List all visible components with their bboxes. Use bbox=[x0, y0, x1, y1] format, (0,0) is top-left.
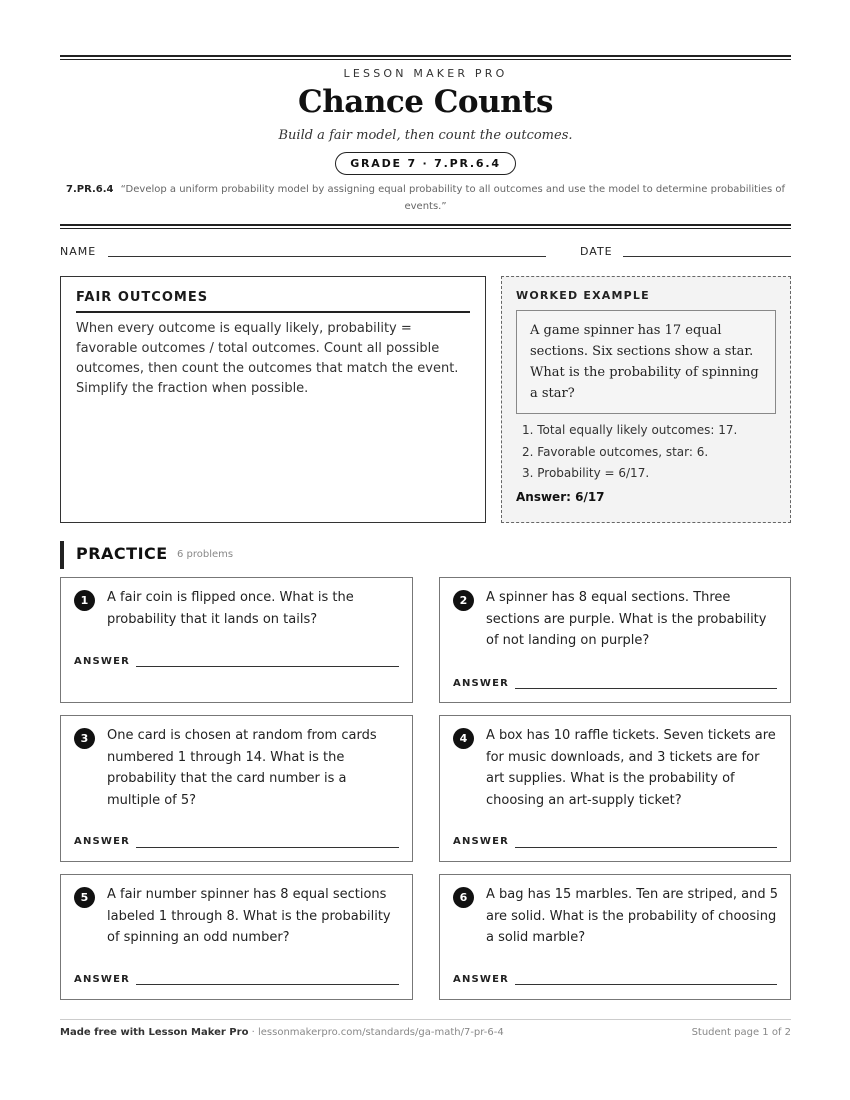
answer-line[interactable] bbox=[515, 847, 777, 848]
worked-example-title: WORKED EXAMPLE bbox=[516, 289, 650, 302]
practice-accent-bar bbox=[60, 541, 64, 569]
footer-separator: · bbox=[248, 1027, 258, 1038]
answer-label: ANSWER bbox=[74, 974, 131, 985]
problem-text: A box has 10 raffle tickets. Seven tickets are for music downloads, and 3 tickets are for art supplies. What is the probability of choosing an art-supply ticket? bbox=[486, 728, 776, 808]
answer-label: ANSWER bbox=[453, 836, 510, 847]
worked-step: 2. Favorable outcomes, star: 6. bbox=[522, 444, 709, 459]
worked-example-steps bbox=[516, 420, 776, 485]
standard-statement bbox=[60, 181, 791, 215]
problem-text: One card is chosen at random from cards numbered 1 through 14. What is the probability that the card number is a multiple of 5? bbox=[107, 728, 377, 808]
standard-code: 7.PR.6.4 bbox=[65, 184, 114, 195]
problem-number-badge: 1 bbox=[74, 590, 95, 611]
standard-text: “Develop a uniform probability model by assigning equal probability to all outcomes and use the model to determine probabilities of events.” bbox=[120, 184, 785, 212]
footer-rule bbox=[60, 1019, 791, 1020]
problem-card-5 bbox=[60, 874, 413, 1000]
answer-label: ANSWER bbox=[453, 974, 510, 985]
date-label: DATE bbox=[580, 245, 613, 258]
problem-text: A bag has 15 marbles. Ten are striped, and 5 are solid. What is the probability of choosing a solid marble? bbox=[486, 887, 778, 945]
header-bottom-double-rule bbox=[60, 224, 791, 229]
problem-card-4 bbox=[439, 715, 791, 862]
problem-number-badge: 2 bbox=[453, 590, 474, 611]
answer-line[interactable] bbox=[136, 984, 399, 985]
worked-example-box bbox=[501, 276, 791, 523]
problem-text: A fair number spinner has 8 equal sections labeled 1 through 8. What is the probability of spinning an odd number? bbox=[107, 887, 391, 945]
practice-count: 6 problems bbox=[177, 549, 234, 560]
answer-line[interactable] bbox=[136, 847, 399, 848]
problem-number-badge: 6 bbox=[453, 887, 474, 908]
footer-page-number: Student page 1 of 2 bbox=[691, 1027, 791, 1038]
page-title: Chance Counts bbox=[298, 84, 553, 120]
worked-step: 1. Total equally likely outcomes: 17. bbox=[522, 423, 738, 437]
problem-text: A spinner has 8 equal sections. Three sections are purple. What is the probability of not landing on purple? bbox=[486, 590, 767, 648]
worked-step: 3. Probability = 6/17. bbox=[522, 466, 650, 480]
answer-line[interactable] bbox=[136, 666, 399, 667]
top-double-rule bbox=[60, 55, 791, 60]
problem-card-1 bbox=[60, 577, 413, 703]
name-label: NAME bbox=[60, 245, 97, 258]
answer-label: ANSWER bbox=[74, 836, 131, 847]
answer-line[interactable] bbox=[515, 688, 777, 689]
grade-badge: GRADE 7 · 7.PR.6.4 bbox=[335, 152, 516, 175]
answer-line[interactable] bbox=[515, 984, 777, 985]
practice-header bbox=[60, 541, 791, 569]
brand-name: LESSON MAKER PRO bbox=[343, 67, 508, 80]
practice-title: PRACTICE bbox=[76, 544, 168, 563]
answer-label: ANSWER bbox=[74, 656, 131, 667]
answer-label: ANSWER bbox=[453, 678, 510, 689]
problem-number-badge: 4 bbox=[453, 728, 474, 749]
footer-credit bbox=[60, 1027, 504, 1038]
fair-outcomes-title: FAIR OUTCOMES bbox=[76, 290, 470, 313]
problem-number-badge: 5 bbox=[74, 887, 95, 908]
fair-outcomes-box bbox=[60, 276, 486, 523]
footer-made-with: Made free with Lesson Maker Pro bbox=[60, 1027, 249, 1038]
student-fields-row bbox=[60, 245, 791, 261]
problem-card-3 bbox=[60, 715, 413, 862]
problem-card-6 bbox=[439, 874, 791, 1000]
problem-number-badge: 3 bbox=[74, 728, 95, 749]
worked-example-problem: A game spinner has 17 equal sections. Six sections show a star. What is the probability of spinning a star? bbox=[516, 310, 776, 414]
problem-text: A fair coin is flipped once. What is the probability that it lands on tails? bbox=[107, 590, 354, 627]
fair-outcomes-body: When every outcome is equally likely, probability = favorable outcomes / total outcomes. Count all possible outcomes, then count the outcomes that match the event. Simplify the fraction when possible. bbox=[76, 321, 459, 396]
name-write-line[interactable] bbox=[108, 256, 546, 257]
footer-url[interactable]: lessonmakerpro.com/standards/ga-math/7-pr-6-4 bbox=[257, 1027, 504, 1038]
page-subtitle: Build a fair model, then count the outcomes. bbox=[278, 128, 573, 143]
problem-card-2 bbox=[439, 577, 791, 703]
date-write-line[interactable] bbox=[623, 256, 791, 257]
worksheet-page bbox=[60, 0, 791, 1100]
worked-example-answer: Answer: 6/17 bbox=[516, 489, 605, 504]
